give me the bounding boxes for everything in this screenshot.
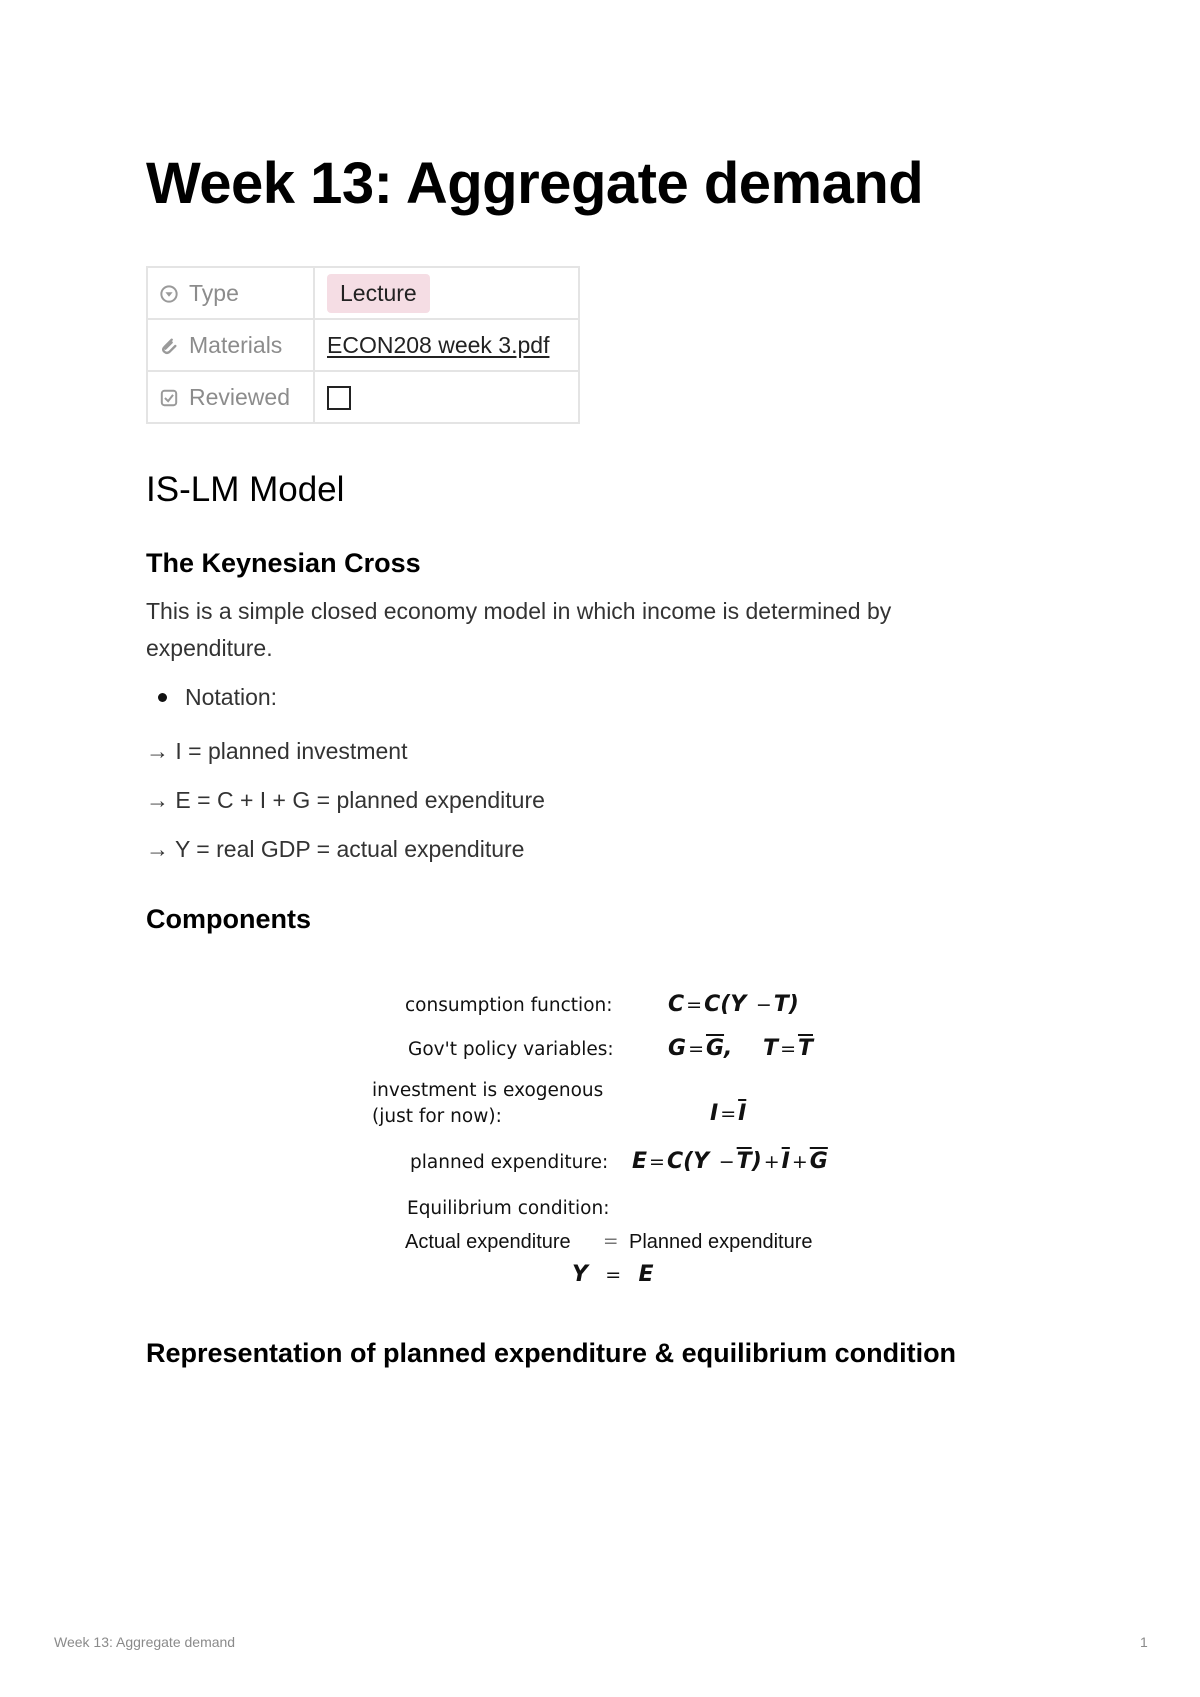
reviewed-checkbox[interactable] [327,386,351,410]
chevron-circle-icon [160,285,178,303]
investment-label: (just for now): [372,1106,502,1127]
heading-components: Components [146,904,311,934]
property-value-reviewed [314,371,579,423]
property-key-type [147,267,314,319]
paperclip-icon [160,337,178,355]
property-value-materials[interactable] [314,319,579,371]
equilibrium-equation: Y = E [572,1262,654,1287]
heading-keynesian-cross: The Keynesian Cross [146,548,421,578]
notation-line: → Y = real GDP = actual expenditure [146,836,525,862]
planned-expenditure-equation: $E =C(Y -\overline{T}) +\overline{I} +\overline{G}$ [632,1149,828,1174]
bullet-dot [158,693,167,702]
equals-sign: = [603,1231,619,1252]
property-label: Materials [189,331,283,358]
components-equations-figure [350,970,870,1300]
property-key-reviewed [147,371,314,423]
type-tag[interactable]: Lecture [327,274,430,313]
footer-page-number: 1 [1140,1634,1148,1650]
property-row-materials [147,319,579,371]
heading-representation: Representation of planned expenditure & equilibrium condition [146,1338,957,1368]
notation-line: → E = C + I + G = planned expenditure [146,787,545,813]
property-value-type[interactable] [314,267,579,319]
section-heading-islm: IS-LM Model [146,470,345,509]
equilibrium-label: Equilibrium condition: [407,1198,610,1219]
planned-expenditure-label: planned expenditure: [410,1152,609,1173]
consumption-label: consumption function: [405,995,613,1016]
property-row-reviewed [147,371,579,423]
checkbox-icon [160,389,178,407]
bullet-text: Notation: [185,684,278,710]
notation-line: → I = planned investment [146,738,408,764]
materials-file-link[interactable]: ECON208 week 3.pdf [327,331,550,358]
govt-equation: $G =\overline{G}$, $T =\overline{T}$ [668,1036,813,1061]
actual-expenditure-label: Actual expenditure [405,1231,571,1253]
govt-label: Gov't policy variables: [408,1039,614,1060]
investment-equation: $I =\overline{I}$ [710,1101,747,1126]
property-row-type [147,267,579,319]
property-label: Reviewed [189,383,290,410]
planned-expenditure-text: Planned expenditure [629,1231,813,1253]
keynesian-paragraph: This is a simple closed economy model in which income is determined by expenditure. [146,598,892,661]
property-label: Type [189,279,239,306]
investment-label: investment is exogenous [372,1080,604,1101]
list-item [158,684,277,711]
consumption-equation: C =C(Y −T) [668,992,799,1017]
page-title: Week 13: Aggregate demand [146,151,924,216]
properties-table [146,266,580,424]
footer-title: Week 13: Aggregate demand [54,1634,236,1650]
property-key-materials [147,319,314,371]
